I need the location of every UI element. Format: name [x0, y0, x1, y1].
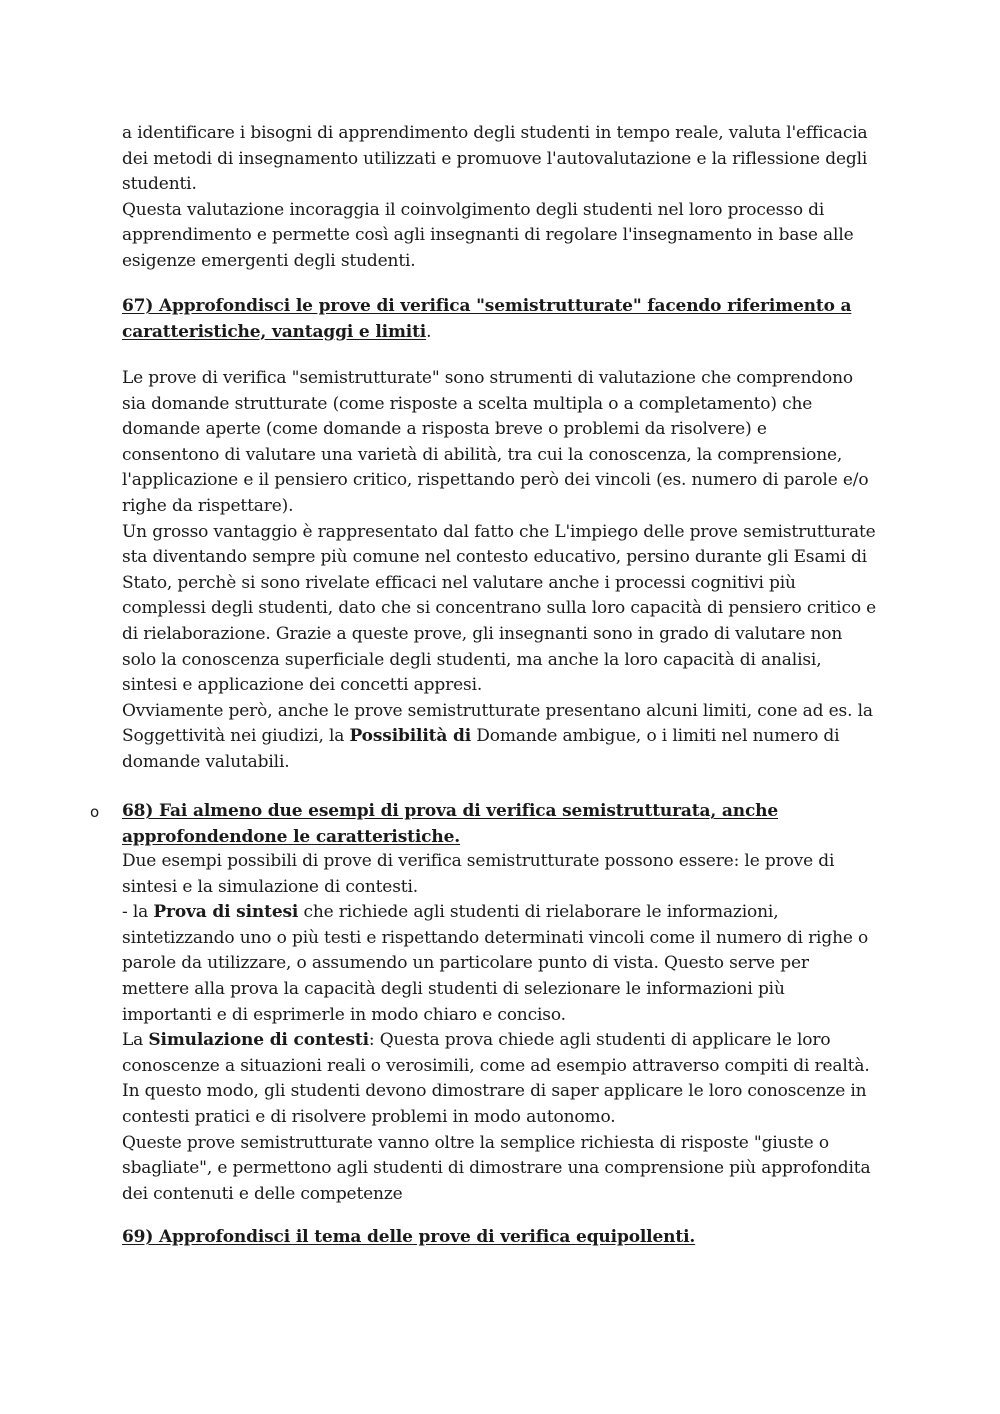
text-line: sintesi e applicazione dei concetti appresi.: [122, 675, 483, 696]
bold-text: Simulazione di contesti: [148, 1030, 369, 1051]
question-67-answer: [122, 366, 882, 776]
text-line: Questa valutazione incoraggia il coinvolgimento degli studenti nel loro processo di: [122, 199, 825, 220]
heading-text: 67) Approfondisci le prove di verifica "semistrutturate" facendo riferimento a: [122, 296, 852, 316]
text-line: dei contenuti e delle competenze: [122, 1183, 403, 1204]
text-line: righe da rispettare).: [122, 495, 294, 516]
question-68-answer: [122, 849, 882, 1207]
text-line: mettere alla prova la capacità degli studenti di selezionare le informazioni più: [122, 978, 785, 999]
text-line: sta diventando sempre più comune nel contesto educativo, persino durante gli Esami di: [122, 547, 867, 568]
text-line: l'applicazione e il pensiero critico, rispettando però dei vincoli (es. numero di parole e/o: [122, 470, 869, 491]
bold-text: Possibilità di: [349, 726, 472, 747]
text-line: sintetizzando uno o più testi e rispettando determinati vincoli come il numero di righe o: [122, 927, 869, 948]
intro-paragraph: [122, 121, 882, 275]
text-line: sbagliate", e permettono agli studenti di dimostrare una comprensione più approfondita: [122, 1158, 871, 1179]
list-bullet: o: [90, 803, 100, 821]
text-line: sintesi e la simulazione di contesti.: [122, 876, 419, 897]
bold-text: Prova di sintesi: [153, 902, 299, 923]
question-67-heading: [122, 294, 882, 345]
text-line: In questo modo, gli studenti devono dimostrare di saper applicare le loro conoscenze in: [122, 1081, 867, 1102]
text-line: Ovviamente però, anche le prove semistrutturate presentano alcuni limiti, cone ad es. la: [122, 700, 873, 721]
text-span: Soggettività nei giudizi, la: [122, 726, 350, 747]
text-line: conoscenze a situazioni reali o verosimili, come ad esempio attraverso compiti di realtà.: [122, 1055, 870, 1076]
text-line: solo la conoscenza superficiale degli studenti, ma anche la loro capacità di analisi,: [122, 649, 822, 670]
heading-text: caratteristiche, vantaggi e limiti: [122, 321, 427, 342]
text-span: che richiede agli studenti di rielaborare le informazioni,: [298, 902, 779, 923]
text-line: consentono di valutare una varietà di abilità, tra cui la conoscenza, la comprensione,: [122, 444, 843, 465]
text-line: sia domande strutturate (come risposte a scelta multipla o a completamento) che: [122, 393, 813, 414]
text-line: dei metodi di insegnamento utilizzati e promuove l'autovalutazione e la riflessione degli: [122, 148, 868, 169]
heading-punctuation: .: [426, 321, 432, 342]
text-span: : Questa prova chiede agli studenti di applicare le loro: [368, 1030, 831, 1051]
text-line: a identificare i bisogni di apprendimento degli studenti in tempo reale, valuta l'efficacia: [122, 123, 868, 143]
text-line: complessi degli studenti, dato che si concentrano sulla loro capacità di pensiero critico e: [122, 598, 877, 619]
heading-text: 68) Fai almeno due esempi di prova di verifica semistrutturata, anche: [122, 801, 779, 821]
text-line: Le prove di verifica "semistrutturate" sono strumenti di valutazione che comprendono: [122, 368, 853, 388]
text-line: Due esempi possibili di prove di verifica semistrutturate possono essere: le prove di: [122, 851, 835, 871]
text-line: contesti pratici e di risolvere problemi in modo autonomo.: [122, 1106, 616, 1127]
text-line: Stato, perchè si sono rivelate efficaci nel valutare anche i processi cognitivi più: [122, 572, 796, 593]
text-line: apprendimento e permette così agli insegnanti di regolare l'insegnamento in base alle: [122, 225, 854, 246]
text-span: La: [122, 1030, 149, 1051]
text-line: parole da utilizzare, o assumendo un particolare punto di vista. Questo serve per: [122, 953, 809, 974]
question-69-heading: [122, 1225, 882, 1251]
text-line: domande aperte (come domande a risposta breve o problemi da risolvere) e: [122, 419, 767, 440]
text-line: importanti e di esprimerle in modo chiaro e conciso.: [122, 1004, 566, 1025]
text-line: di rielaborazione. Grazie a queste prove, gli insegnanti sono in grado di valutare non: [122, 623, 843, 644]
text-line: [122, 900, 882, 926]
text-line: esigenze emergenti degli studenti.: [122, 250, 416, 271]
text-span: - la: [122, 902, 154, 923]
text-line: Queste prove semistrutturate vanno oltre la semplice richiesta di risposte "giuste o: [122, 1132, 829, 1153]
text-line: studenti.: [122, 174, 197, 195]
text-line: [122, 724, 882, 750]
text-line: [122, 1028, 882, 1054]
text-span: Domande ambigue, o i limiti nel numero di: [471, 726, 840, 747]
text-line: domande valutabili.: [122, 751, 290, 772]
text-line: Un grosso vantaggio è rappresentato dal fatto che L'impiego delle prove semistrutturate: [122, 521, 876, 542]
heading-text: approfondendone le caratteristiche.: [122, 826, 461, 847]
question-68-heading: [122, 799, 882, 850]
heading-text: 69) Approfondisci il tema delle prove di verifica equipollenti.: [122, 1227, 696, 1247]
